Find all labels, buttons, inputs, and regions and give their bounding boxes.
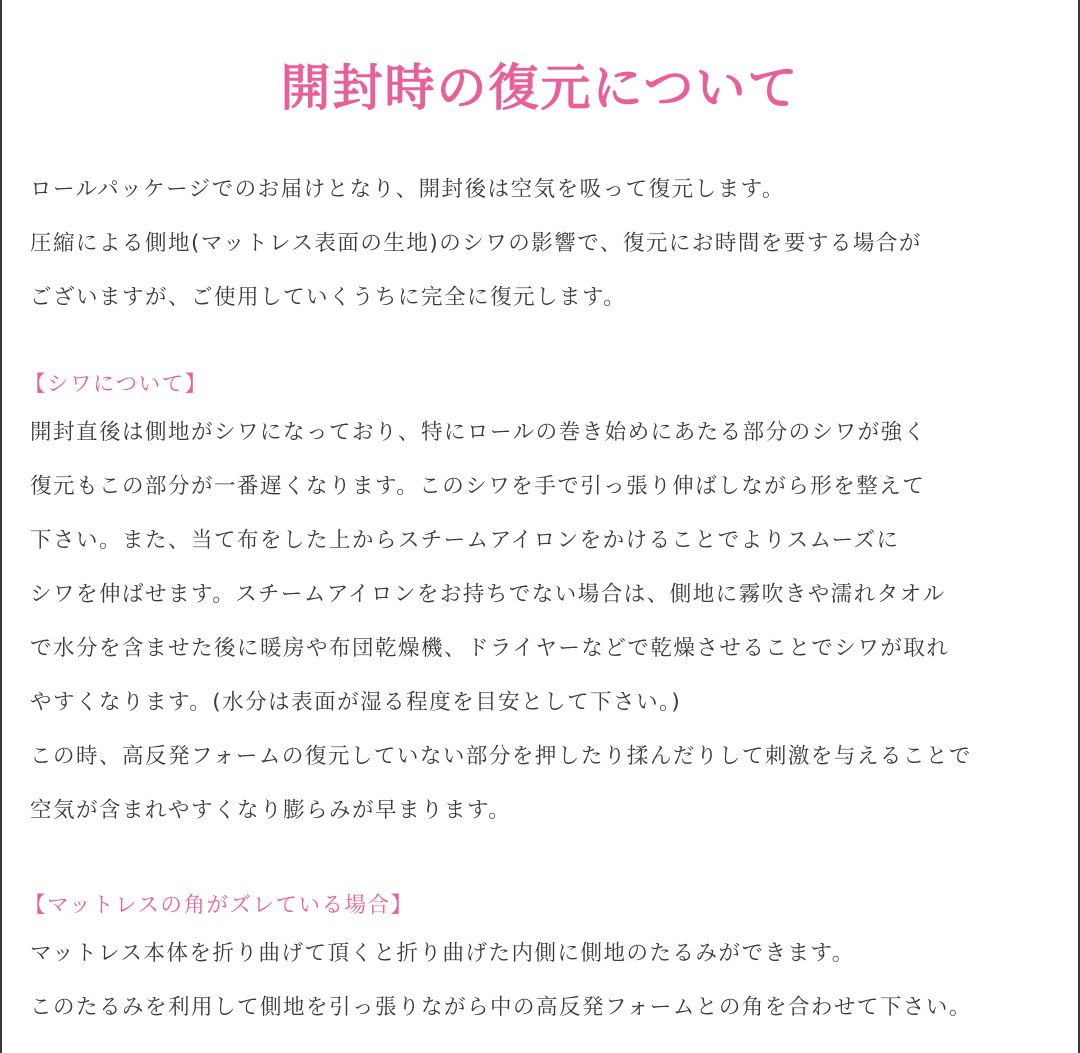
- wrinkles-line: 開封直後は側地がシワになっており、特にロールの巻き始めにあたる部分のシワが強く: [30, 420, 927, 445]
- corners-paragraph: [30, 927, 972, 1035]
- wrinkles-line: この時、高反発フォームの復元していない部分を押したり揉んだりして刺激を与えることで: [30, 744, 972, 769]
- wrinkles-line: シワを伸ばせます。スチームアイロンをお持ちでない場合は、側地に霧吹きや濡れタオル: [30, 582, 946, 607]
- corners-line: このたるみを利用して側地を引っ張りながら中の高反発フォームとの角を合わせて下さい。: [30, 995, 972, 1020]
- intro-line: ロールパッケージでのお届けとなり、開封後は空気を吸って復元します。: [30, 177, 785, 202]
- intro-paragraph: [30, 163, 922, 325]
- wrinkles-line: で水分を含ませた後に暖房や布団乾燥機、ドライヤーなどで乾燥させることでシワが取れ: [30, 636, 950, 661]
- corners-line: マットレス本体を折り曲げて頂くと折り曲げた内側に側地のたるみができます。: [30, 941, 855, 966]
- page-title: 開封時の復元について: [280, 59, 800, 117]
- intro-line: 圧縮による側地(マットレス表面の生地)のシワの影響で、復元にお時間を要する場合が: [30, 231, 922, 256]
- intro-line: ございますが、ご使用していくうちに完全に復元します。: [30, 285, 627, 310]
- wrinkles-line: 空気が含まれやすくなり膨らみが早まります。: [30, 798, 512, 823]
- section-heading-wrinkles: 【シワについて】: [24, 372, 208, 397]
- wrinkles-line: やすくなります。(水分は表面が湿る程度を目安として下さい。): [30, 690, 682, 715]
- section-heading-corners: 【マットレスの角がズレている場合】: [24, 893, 414, 918]
- wrinkles-line: 復元もこの部分が一番遅くなります。このシワを手で引っ張り伸ばしながら形を整えて: [30, 474, 926, 499]
- wrinkles-paragraph: [30, 406, 972, 838]
- wrinkles-line: 下さい。また、当て布をした上からスチームアイロンをかけることでよりスムーズに: [30, 528, 900, 553]
